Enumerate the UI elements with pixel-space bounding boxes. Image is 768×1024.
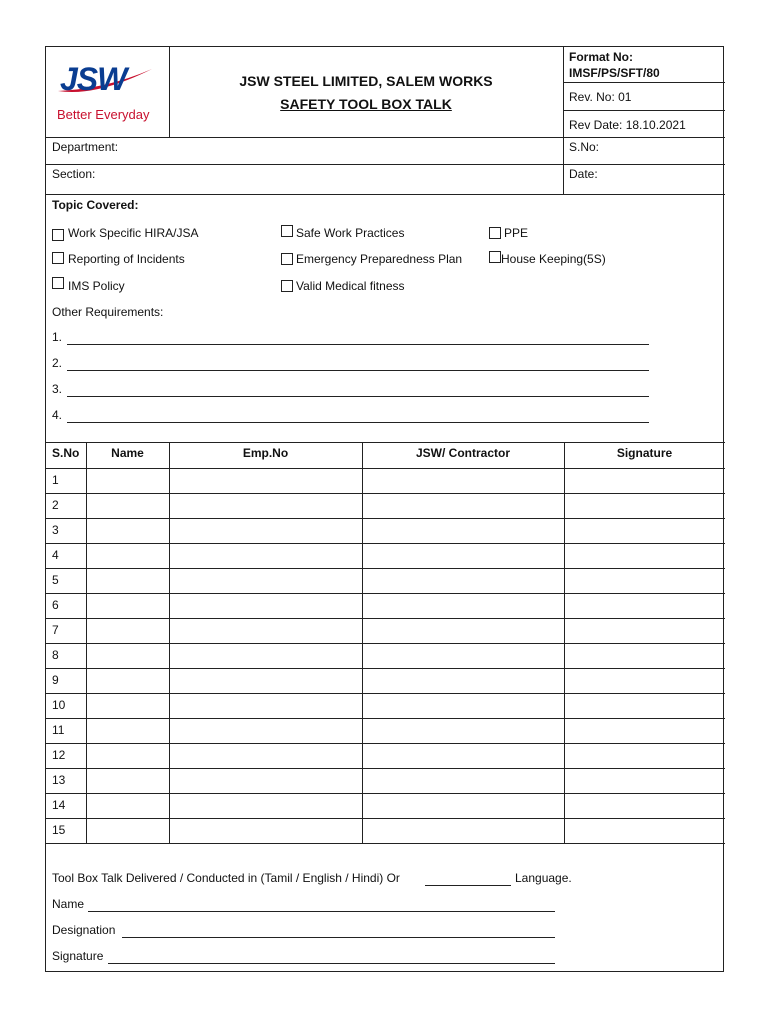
column-header-emp-no: Emp.No bbox=[242, 446, 289, 460]
table-row bbox=[46, 493, 725, 494]
topic-label: Emergency Preparedness Plan bbox=[296, 252, 463, 266]
language-suffix: Language. bbox=[515, 871, 572, 885]
topic-covered-heading: Topic Covered: bbox=[52, 198, 139, 212]
row-number: 14 bbox=[52, 798, 66, 812]
logo-wordmark: JSW bbox=[60, 61, 127, 97]
column-header-name: Name bbox=[111, 446, 144, 460]
section-label: Section: bbox=[52, 167, 96, 181]
topic-label: Valid Medical fitness bbox=[296, 279, 405, 293]
footer-designation-label: Designation bbox=[52, 923, 116, 937]
table-row bbox=[46, 518, 725, 519]
company-name: JSW STEEL LIMITED, SALEM WORKS bbox=[239, 73, 493, 89]
row-number: 4 bbox=[52, 548, 59, 562]
checkbox-emergency-preparedness[interactable] bbox=[281, 253, 293, 265]
footer-signature-blank[interactable] bbox=[108, 963, 555, 964]
checkbox-ppe[interactable] bbox=[489, 227, 501, 239]
table-row bbox=[46, 568, 725, 569]
other-requirement-line-1[interactable] bbox=[67, 344, 649, 345]
checkbox-reporting-incidents[interactable] bbox=[52, 252, 64, 264]
column-header-contractor: JSW/ Contractor bbox=[415, 446, 510, 460]
row-number: 10 bbox=[52, 698, 66, 712]
table-row bbox=[46, 818, 725, 819]
topic-label: PPE bbox=[504, 226, 529, 240]
row-number: 11 bbox=[52, 723, 65, 737]
row-number: 5 bbox=[52, 573, 59, 587]
row-number: 8 bbox=[52, 648, 59, 662]
table-row bbox=[46, 643, 725, 644]
topic-label: Reporting of Incidents bbox=[68, 252, 185, 266]
checkbox-hira-jsa[interactable] bbox=[52, 229, 64, 241]
table-row bbox=[46, 468, 725, 469]
footer-name-label: Name bbox=[52, 897, 85, 911]
footer-name-blank[interactable] bbox=[88, 911, 555, 912]
other-requirements-heading: Other Requirements: bbox=[52, 305, 164, 319]
checkbox-house-keeping[interactable] bbox=[489, 251, 501, 263]
row-number: 3 bbox=[52, 523, 59, 537]
row-number: 12 bbox=[52, 748, 66, 762]
rev-date: Rev Date: 18.10.2021 bbox=[569, 118, 686, 132]
other-requirement-line-4[interactable] bbox=[67, 422, 649, 423]
logo-tagline: Better Everyday bbox=[57, 107, 150, 122]
other-requirement-line-3[interactable] bbox=[67, 396, 649, 397]
table-row bbox=[46, 618, 725, 619]
rev-no: Rev. No: 01 bbox=[569, 90, 632, 104]
other-line-number: 2. bbox=[52, 356, 63, 370]
other-requirement-line-2[interactable] bbox=[67, 370, 649, 371]
topic-label: House Keeping(5S) bbox=[501, 252, 606, 266]
table-row bbox=[46, 793, 725, 794]
other-line-number: 1. bbox=[52, 330, 63, 344]
checkbox-safe-work-practices[interactable] bbox=[281, 225, 293, 237]
row-number: 7 bbox=[52, 623, 59, 637]
topic-label: Work Specific HIRA/JSA bbox=[68, 226, 199, 240]
row-number: 6 bbox=[52, 598, 59, 612]
footer-signature-label: Signature bbox=[52, 949, 104, 963]
jsw-logo bbox=[52, 53, 156, 127]
tool-box-talk-form bbox=[45, 46, 724, 972]
format-no-label: Format No: bbox=[569, 50, 633, 64]
table-row bbox=[46, 693, 725, 694]
row-number: 1 bbox=[52, 473, 59, 487]
date-label: Date: bbox=[569, 167, 598, 181]
topic-label: Safe Work Practices bbox=[296, 226, 405, 240]
topic-label: IMS Policy bbox=[68, 279, 125, 293]
checkbox-ims-policy[interactable] bbox=[52, 277, 64, 289]
table-row bbox=[46, 718, 725, 719]
table-row bbox=[46, 543, 725, 544]
sno-label: S.No: bbox=[569, 140, 600, 154]
delivered-text: Tool Box Talk Delivered / Conducted in (Tamil / English / Hindi) Or bbox=[52, 871, 400, 885]
other-line-number: 4. bbox=[52, 408, 63, 422]
language-blank[interactable] bbox=[425, 885, 511, 886]
row-number: 2 bbox=[52, 498, 59, 512]
other-line-number: 3. bbox=[52, 382, 63, 396]
table-row bbox=[46, 668, 725, 669]
row-number: 9 bbox=[52, 673, 59, 687]
column-header-sno: S.No bbox=[52, 446, 80, 460]
table-row bbox=[46, 593, 725, 594]
row-number: 15 bbox=[52, 823, 66, 837]
checkbox-valid-medical-fitness[interactable] bbox=[281, 280, 293, 292]
table-row bbox=[46, 768, 725, 769]
footer-designation-blank[interactable] bbox=[122, 937, 555, 938]
table-row bbox=[46, 743, 725, 744]
row-number: 13 bbox=[52, 773, 66, 787]
form-title: SAFETY TOOL BOX TALK bbox=[280, 96, 452, 112]
format-no-value: IMSF/PS/SFT/80 bbox=[569, 66, 660, 80]
column-header-signature: Signature bbox=[616, 446, 673, 460]
department-label: Department: bbox=[52, 140, 119, 154]
